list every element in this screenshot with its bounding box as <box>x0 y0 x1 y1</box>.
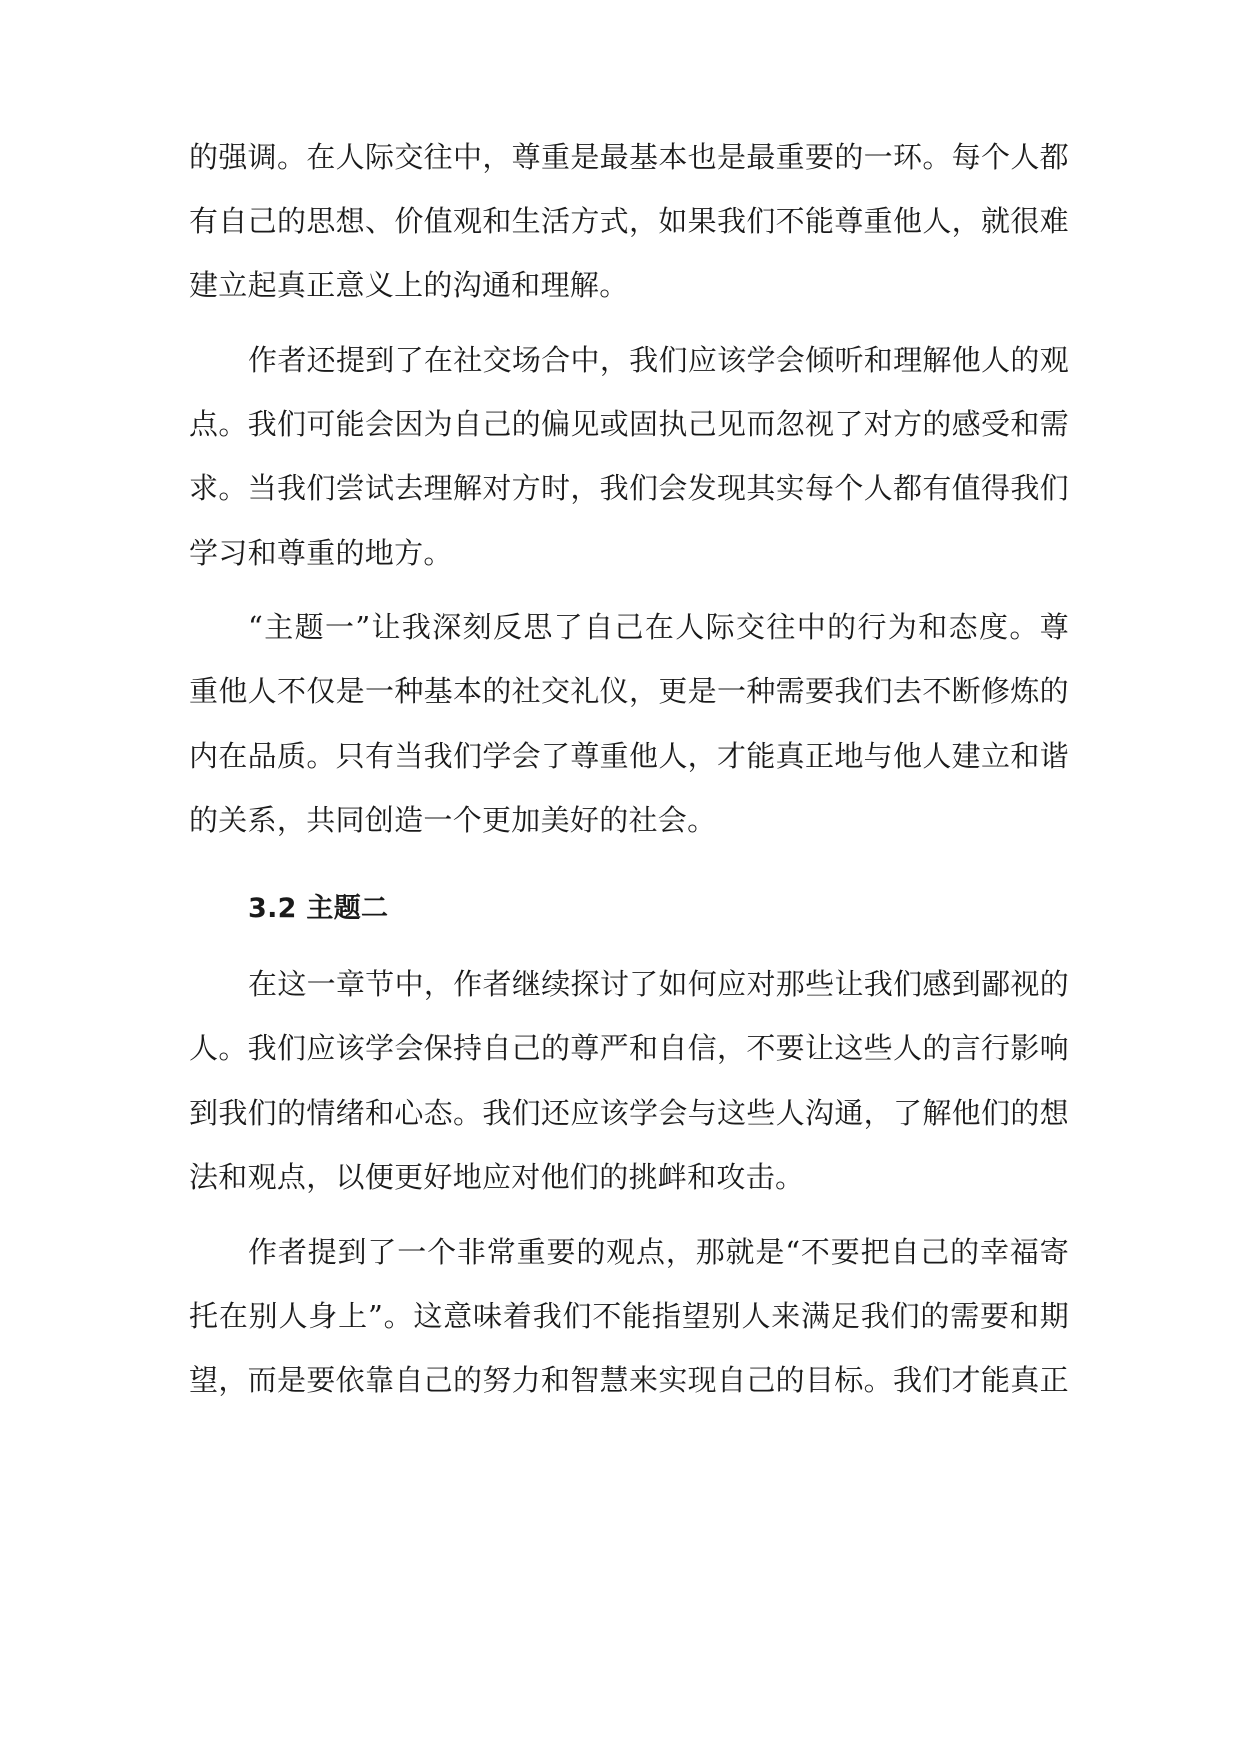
section-heading: 3.2 主题二 <box>248 893 389 924</box>
body-text-line: 望，而是要依靠自己的努力和智慧来实现自己的目标。我们才能真正 <box>189 1363 1069 1397</box>
body-text-line: 人。我们应该学会保持自己的尊严和自信，不要让这些人的言行影响 <box>189 1031 1069 1065</box>
body-text-line: 法和观点，以便更好地应对他们的挑衅和攻击。 <box>189 1160 805 1194</box>
body-text-line: 到我们的情绪和心态。我们还应该学会与这些人沟通，了解他们的想 <box>189 1096 1069 1130</box>
body-text-line: 内在品质。只有当我们学会了尊重他人，才能真正地与他人建立和谐 <box>189 739 1069 773</box>
body-text-line: 作者还提到了在社交场合中，我们应该学会倾听和理解他人的观 <box>248 343 1069 377</box>
body-text-line: 托在别人身上”。这意味着我们不能指望别人来满足我们的需要和期 <box>189 1299 1069 1333</box>
body-text-line: “主题一”让我深刻反思了自己在人际交往中的行为和态度。尊 <box>248 610 1069 644</box>
body-text-line: 点。我们可能会因为自己的偏见或固执己见而忽视了对方的感受和需 <box>189 407 1069 441</box>
body-text-line: 重他人不仅是一种基本的社交礼仪，更是一种需要我们去不断修炼的 <box>189 674 1069 708</box>
body-text-line: 在这一章节中，作者继续探讨了如何应对那些让我们感到鄙视的 <box>248 967 1069 1001</box>
body-text-line: 的强调。在人际交往中，尊重是最基本也是最重要的一环。每个人都 <box>189 140 1069 174</box>
body-text-line: 的关系，共同创造一个更加美好的社会。 <box>189 803 717 837</box>
body-text-line: 建立起真正意义上的沟通和理解。 <box>189 268 629 302</box>
body-text-line: 作者提到了一个非常重要的观点，那就是“不要把自己的幸福寄 <box>248 1235 1069 1269</box>
body-text-line: 学习和尊重的地方。 <box>189 536 453 570</box>
body-text-line: 求。当我们尝试去理解对方时，我们会发现其实每个人都有值得我们 <box>189 471 1069 505</box>
body-text-line: 有自己的思想、价值观和生活方式，如果我们不能尊重他人，就很难 <box>189 204 1069 238</box>
